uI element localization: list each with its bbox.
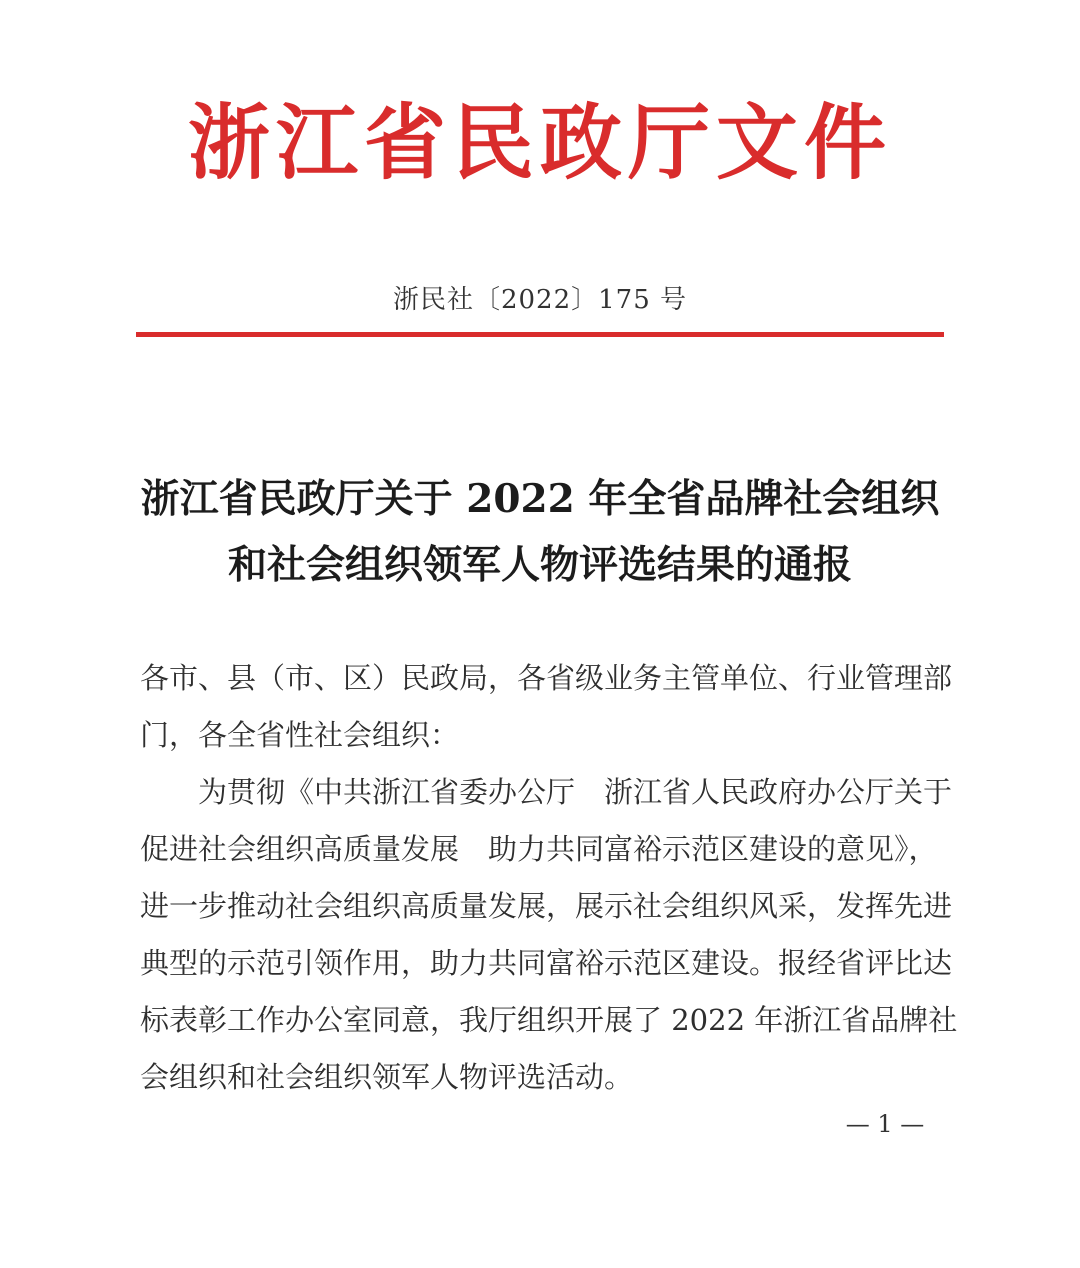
body-line: 促进社会组织高质量发展 助力共同富裕示范区建设的意见》， xyxy=(140,832,938,866)
document-body xyxy=(140,650,958,1106)
masthead-title: 浙江省民政厅文件 xyxy=(187,95,892,191)
body-line: 会组织和社会组织领军人物评选活动。 xyxy=(140,1060,634,1094)
red-divider-line xyxy=(136,332,944,337)
body-line-salutation-2: 门，各全省性社会组织： xyxy=(140,718,460,752)
title-line-1: 浙江省民政厅关于 2022 年全省品牌社会组织 xyxy=(140,476,940,522)
title-line-2: 和社会组织领军人物评选结果的通报 xyxy=(227,542,852,588)
body-line: 进一步推动社会组织高质量发展，展示社会组织风采，发挥先进 xyxy=(140,889,953,923)
page-number: — 1 — xyxy=(845,1110,925,1138)
body-line: 标表彰工作办公室同意，我厅组织开展了 2022 年浙江省品牌社 xyxy=(140,1003,958,1037)
body-line-paragraph-start: 为贯彻《中共浙江省委办公厅 浙江省人民政府办公厅关于 xyxy=(198,775,953,809)
body-line: 典型的示范引领作用，助力共同富裕示范区建设。报经省评比达 xyxy=(140,946,953,980)
document-title xyxy=(100,466,980,598)
body-line-salutation-1: 各市、县（市、区）民政局，各省级业务主管单位、行业管理部 xyxy=(140,661,953,695)
document-number: 浙民社〔2022〕175 号 xyxy=(392,285,688,315)
